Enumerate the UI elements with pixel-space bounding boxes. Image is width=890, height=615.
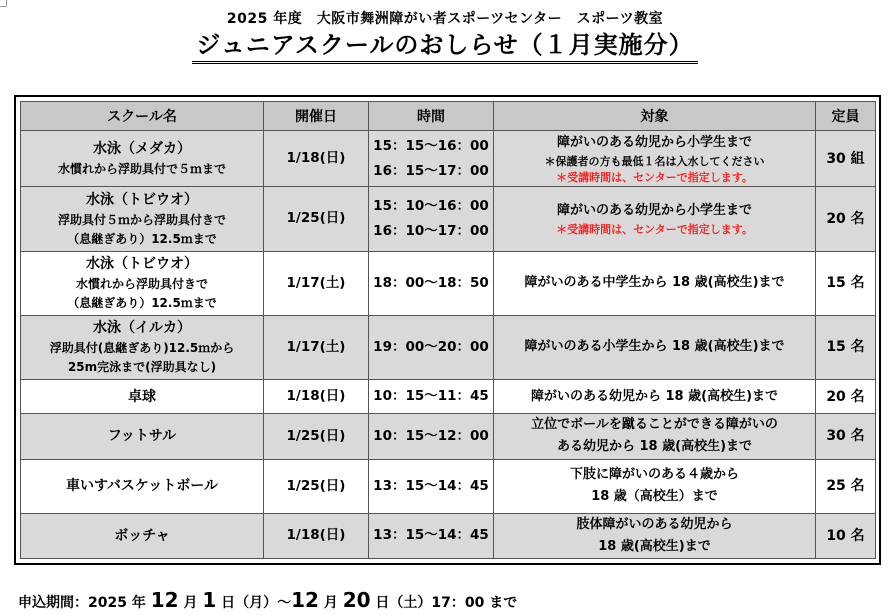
cell-target — [494, 131, 816, 187]
cell-capacity — [816, 251, 876, 315]
target-text: 18 歳(高校生)まで — [598, 538, 711, 554]
target-text: 立位でボールを蹴ることができる障がいの — [531, 417, 778, 433]
cell-time — [369, 513, 494, 558]
time-assignment-note: ＊受講時間は、センターで指定します。 — [556, 222, 753, 236]
time-assignment-note: ＊受講時間は、センターで指定します。 — [556, 170, 753, 184]
school-name: 水泳（トビウオ） — [86, 191, 198, 208]
capacity: 25 名 — [826, 478, 865, 495]
footer-start-month: 12 — [150, 588, 179, 612]
event-date: 1/17(土) — [286, 274, 346, 291]
footer-month-unit-1: 月 — [183, 595, 198, 611]
school-name: ボッチャ — [114, 527, 170, 544]
target-text: 肢体障がいのある幼児から — [576, 516, 733, 532]
capacity: 15 名 — [826, 339, 865, 356]
cell-target — [494, 459, 816, 513]
target-text: 障がいのある小学生から 18 歳(高校生)まで — [524, 339, 785, 355]
event-date: 1/25(日) — [286, 477, 346, 494]
school-name: 水泳（トビウオ） — [86, 256, 198, 273]
cell-capacity — [816, 131, 876, 187]
cell-capacity — [816, 315, 876, 379]
cell-date — [264, 414, 369, 459]
corner-mark — [0, 0, 7, 7]
school-description: 浮助具付５ｍから浮助具付きで — [57, 212, 226, 227]
event-date: 1/18(日) — [286, 388, 346, 405]
target-text: 障がいのある幼児から小学生まで — [556, 202, 752, 218]
target-text: 障がいのある幼児から小学生まで — [556, 134, 752, 150]
cell-school-name — [21, 187, 264, 251]
time-slot: 13：15～14：45 — [373, 527, 489, 544]
footer-end-month: 12 — [291, 588, 319, 612]
cell-target — [494, 251, 816, 315]
event-date: 1/18(日) — [286, 150, 346, 167]
col-header-time: 時間 — [369, 102, 494, 131]
cell-capacity — [816, 513, 876, 558]
cell-capacity — [816, 187, 876, 251]
page-title: ジュニアスクールのおしらせ（１月実施分） — [192, 30, 697, 64]
cell-target — [494, 414, 816, 459]
cell-school-name — [21, 251, 264, 315]
time-slot: 19：00～20：00 — [373, 338, 489, 355]
schedule-frame — [14, 95, 881, 565]
capacity: 30 組 — [826, 150, 865, 167]
target-text: 障がいのある中学生から 18 歳(高校生)まで — [524, 275, 785, 291]
capacity: 15 名 — [826, 275, 865, 292]
capacity: 30 名 — [826, 428, 865, 445]
school-description: 水慣れから浮助具付で５ｍまで — [57, 162, 226, 177]
time-slot: 13：15～14：45 — [373, 477, 489, 494]
school-name: フットサル — [107, 428, 177, 445]
cell-capacity — [816, 380, 876, 414]
cell-date — [264, 315, 369, 379]
cell-time — [369, 380, 494, 414]
cell-school-name — [21, 459, 264, 513]
col-header-date: 開催日 — [264, 102, 369, 131]
schedule-table — [20, 101, 876, 559]
cell-school-name — [21, 513, 264, 558]
col-header-capacity: 定員 — [816, 102, 876, 131]
table-row — [21, 131, 876, 187]
cell-target — [494, 187, 816, 251]
cell-date — [264, 459, 369, 513]
cell-date — [264, 380, 369, 414]
guardian-note: ＊保護者の方も最低１名は入水してください — [544, 154, 765, 168]
footer-label: 申込期間：2025 年 — [18, 595, 146, 611]
school-name: 水泳（メダカ） — [93, 141, 191, 158]
cell-date — [264, 187, 369, 251]
target-text: ある幼児から 18 歳(高校生)まで — [556, 439, 753, 455]
target-text: 18 歳（高校生）まで — [591, 489, 718, 505]
cell-time — [369, 251, 494, 315]
cell-school-name — [21, 131, 264, 187]
time-slot: 15：15～16：00 — [373, 137, 489, 154]
table-row — [21, 414, 876, 459]
capacity: 20 名 — [826, 210, 865, 227]
school-description: （息継ぎあり）12.5ｍまで — [67, 296, 217, 311]
school-description: 浮助具付(息継ぎあり)12.5ｍから — [49, 341, 235, 356]
application-period — [18, 588, 517, 612]
time-slot: 18：00～18：50 — [373, 274, 489, 291]
cell-time — [369, 131, 494, 187]
time-slot: 16：15～17：00 — [373, 162, 489, 179]
table-header-row — [21, 102, 876, 131]
school-name: 水泳（イルカ） — [93, 320, 191, 337]
cell-time — [369, 459, 494, 513]
cell-time — [369, 315, 494, 379]
time-slot: 10：15～12：00 — [373, 427, 489, 444]
col-header-school: スクール名 — [21, 102, 264, 131]
header-organization: 2025 年度 大阪市舞洲障がい者スポーツセンター スポーツ教室 — [226, 11, 664, 27]
cell-school-name — [21, 414, 264, 459]
cell-target — [494, 315, 816, 379]
time-slot: 10：15～11：45 — [373, 388, 489, 405]
event-date: 1/25(日) — [286, 427, 346, 444]
table-row — [21, 187, 876, 251]
table-row — [21, 380, 876, 414]
footer-end-day: 20 — [342, 588, 371, 612]
event-date: 1/25(日) — [286, 210, 346, 227]
school-name: 車いすバスケットボール — [66, 478, 218, 495]
cell-date — [264, 513, 369, 558]
table-row — [21, 459, 876, 513]
capacity: 20 名 — [826, 388, 865, 405]
cell-target — [494, 513, 816, 558]
col-header-target: 対象 — [494, 102, 816, 131]
table-row — [21, 315, 876, 379]
cell-time — [369, 187, 494, 251]
table-row — [21, 251, 876, 315]
time-slot: 16：10～17：00 — [373, 222, 489, 239]
capacity: 10 名 — [826, 527, 865, 544]
event-date: 1/17(土) — [286, 338, 346, 355]
school-description: 25m完泳まで(浮助具なし) — [67, 360, 217, 375]
school-description: （息継ぎあり）12.5ｍまで — [67, 231, 217, 246]
footer-start-day: 1 — [202, 588, 217, 612]
cell-target — [494, 380, 816, 414]
footer-month-unit-2: 月 — [323, 595, 338, 611]
cell-school-name — [21, 315, 264, 379]
cell-capacity — [816, 459, 876, 513]
target-text: 障がいのある幼児から 18 歳(高校生)まで — [530, 388, 779, 404]
cell-time — [369, 414, 494, 459]
table-row — [21, 513, 876, 558]
page-title-wrap — [0, 30, 890, 64]
school-description: 水慣れから浮助具付きで — [75, 277, 208, 292]
table-body — [21, 131, 876, 559]
footer-start-suffix: 日（月）～ — [221, 595, 292, 611]
cell-date — [264, 131, 369, 187]
cell-school-name — [21, 380, 264, 414]
cell-date — [264, 251, 369, 315]
footer-end-suffix: 日（土）17：00 まで — [375, 595, 518, 611]
cell-capacity — [816, 414, 876, 459]
event-date: 1/18(日) — [286, 527, 346, 544]
school-name: 卓球 — [128, 388, 156, 405]
time-slot: 15：10～16：00 — [373, 197, 489, 214]
target-text: 下肢に障がいのある４歳から — [569, 467, 739, 483]
